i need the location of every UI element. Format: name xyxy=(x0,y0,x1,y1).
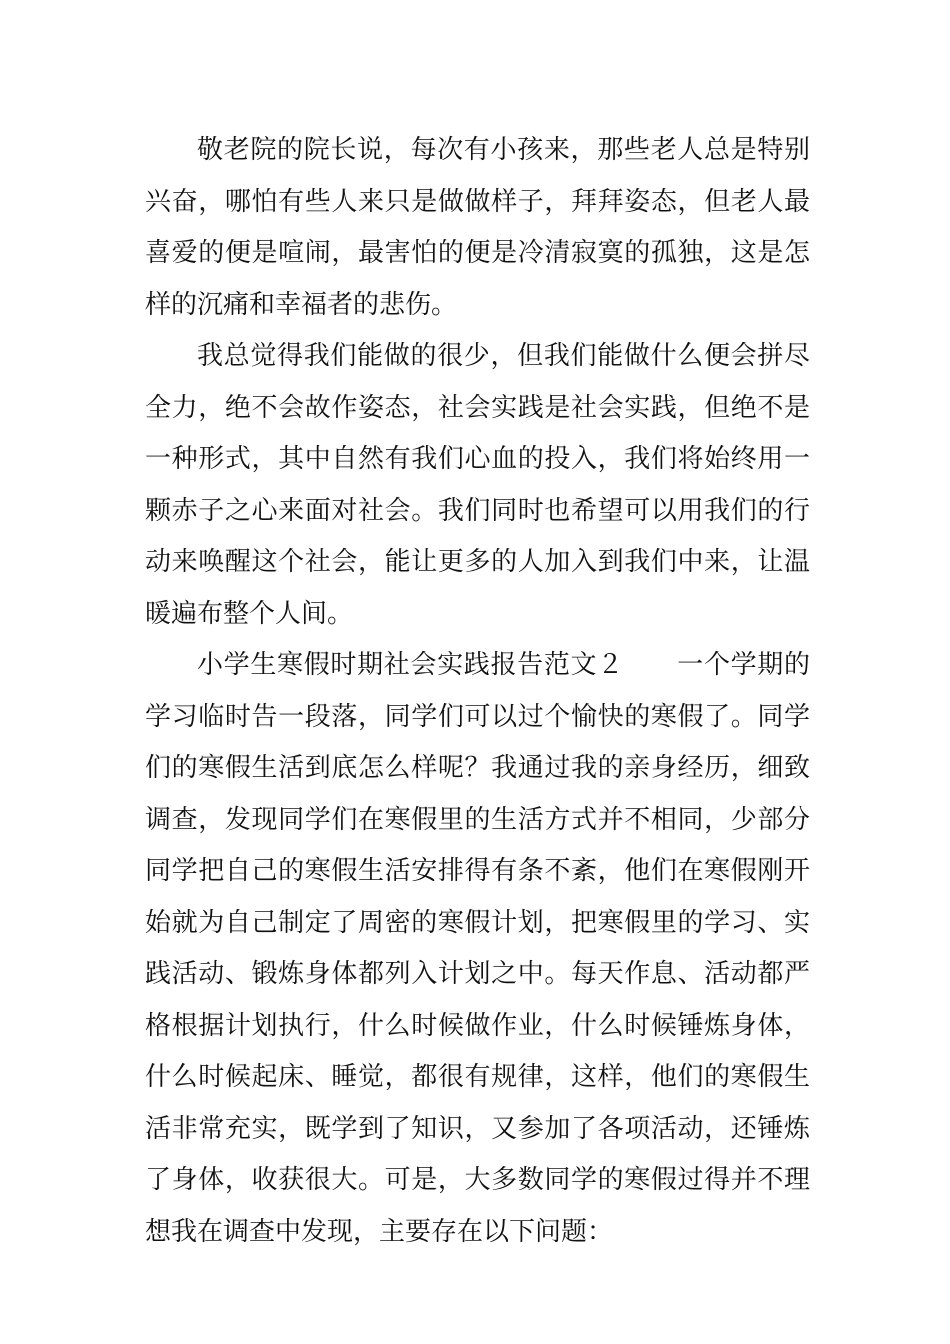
document-body xyxy=(145,125,810,1258)
paragraph-winter-vacation-report: 小学生寒假时期社会实践报告范文２ 一个学期的学习临时告一段落，同学们可以过个愉快的寒假了。同学们的寒假生活到底怎么样呢？我通过我的亲身经历，细致调查，发现同学们在寒假里的生活方式并不相同，少部分同学把自己的寒假生活安排得有条不紊，他们在寒假刚开始就为自己制定了周密的寒假计划，把寒假里的学习、实践活动、锻炼身体都列入计划之中。每天作息、活动都严格根据计划执行，什么时候做作业，什么时候锤炼身体，什么时候起床、睡觉，都很有规律，这样，他们的寒假生活非常充实，既学到了知识，又参加了各项活动，还锤炼了身体，收获很大。可是，大多数同学的寒假过得并不理想我在调查中发现，主要存在以下问题： xyxy=(145,650,810,1247)
paragraph-nursing-home: 敬老院的院长说，每次有小孩来，那些老人总是特别兴奋，哪怕有些人来只是做做样子，拜拜姿态，但老人最喜爱的便是喧闹，最害怕的便是冷清寂寞的孤独，这是怎样的沉痛和幸福者的悲伤。 xyxy=(145,135,810,320)
paragraph-social-practice: 我总觉得我们能做的很少，但我们能做什么便会拼尽全力，绝不会故作姿态，社会实践是社会实践，但绝不是一种形式，其中自然有我们心血的投入，我们将始终用一颗赤子之心来面对社会。我们同时也希望可以用我们的行动来唤醒这个社会，能让更多的人加入到我们中来，让温暖遍布整个人间。 xyxy=(145,341,810,629)
